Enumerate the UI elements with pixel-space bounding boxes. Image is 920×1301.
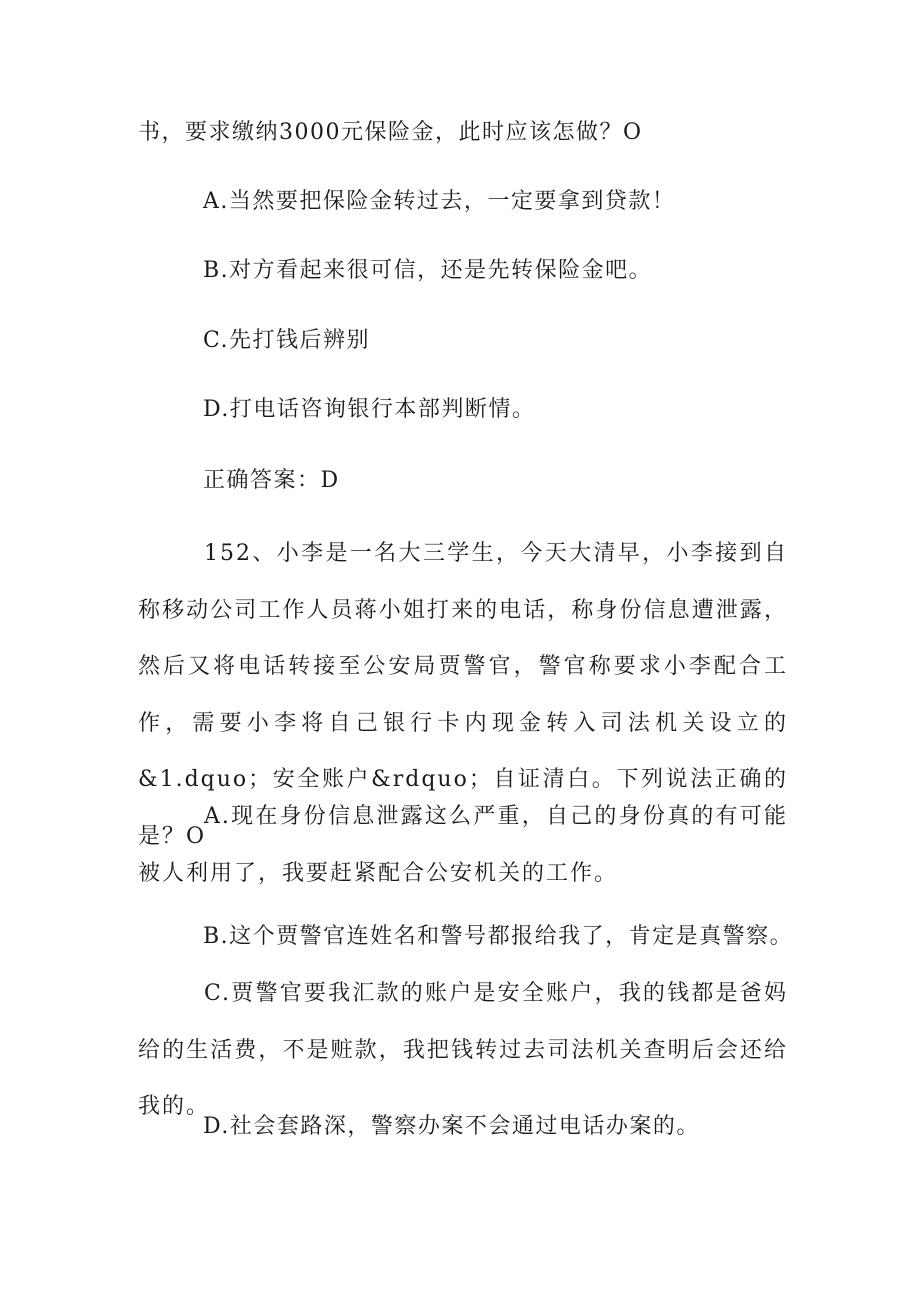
question-151-stem-tail: 书，要求缴纳3000元保险金，此时应该怎做？O [138,120,643,145]
question-152-option-a: A.现在身份信息泄露这么严重，自己的身份真的有可能被人利用了，我要赶紧配合公安机关的工作。 [138,804,788,886]
question-151-option-a: A.当然要把保险金转过去，一定要拿到贷款！ [203,189,676,214]
question-151-option-c: C.先打钱后辨别 [203,328,371,353]
question-152-option-b: B.这个贾警官连姓名和警号都报给我了，肯定是真警察。 [203,924,794,949]
question-151-option-d: D.打电话咨询银行本部判断情。 [203,397,536,422]
question-152-stem: 152、小李是一名大三学生，今天大清早，小李接到自称移动公司工作人员蒋小姐打来的电话，称身份信息遭泄露，然后又将电话转接至公安局贾警官，警官称要求小李配合工作，需要小李将自己银行卡内现金转入司法机关设立的&1.dquo；安全账户&rdquo；自证清白。下列说法正确的是？O [138,541,788,849]
question-151-answer: 正确答案：D [203,468,340,493]
question-151-option-b: B.对方看起来很可信，还是先转保险金吧。 [203,258,653,283]
question-152-option-c: C.贾警官要我汇款的账户是安全账户，我的钱都是爸妈给的生活费，不是赃款，我把钱转过去司法机关查明后会还给我的。 [138,981,788,1119]
question-152-option-d: D.社会套路深，警察办案不会通过电话办案的。 [203,1114,700,1139]
